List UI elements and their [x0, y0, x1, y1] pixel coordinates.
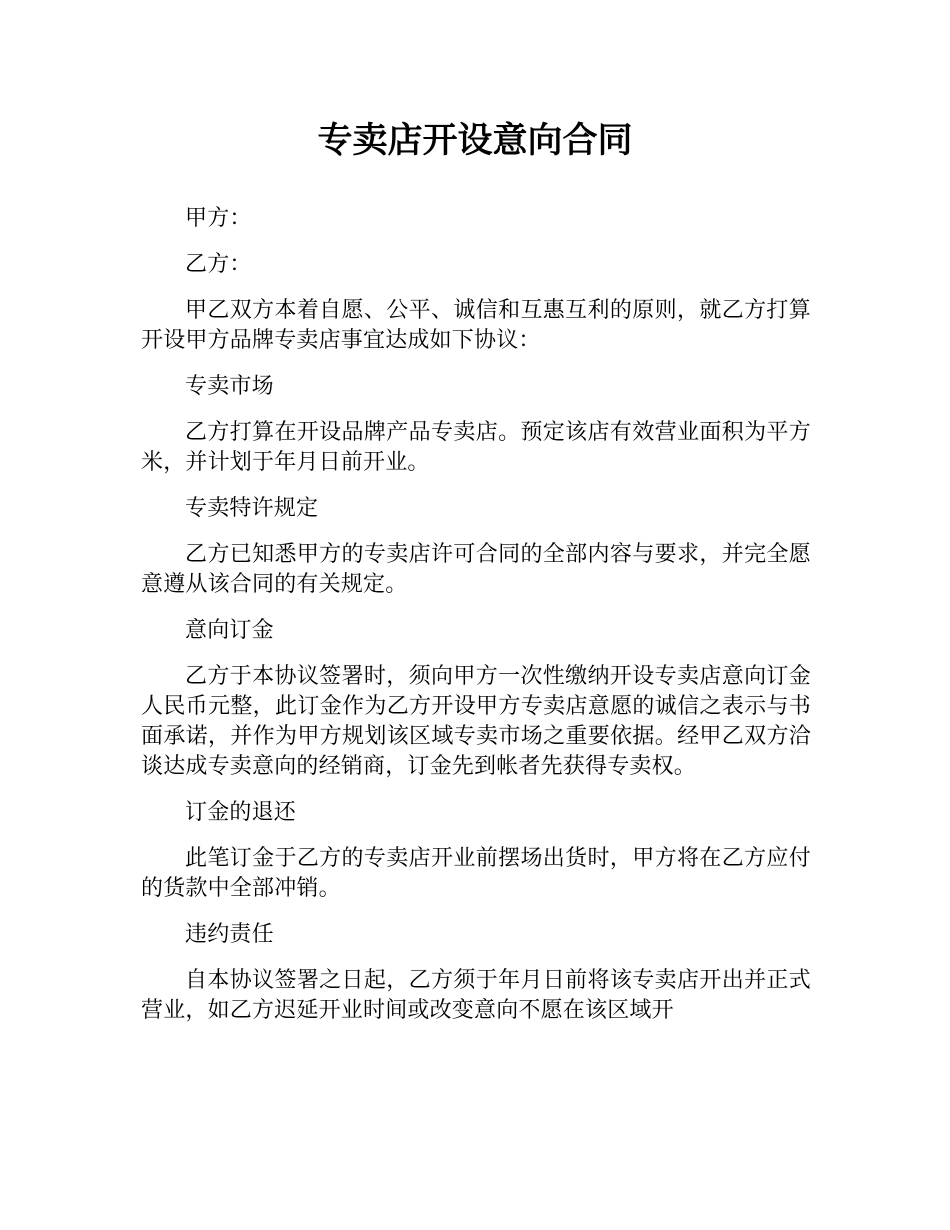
section-heading-market: 专卖市场 — [185, 374, 274, 399]
refund-paragraph: 此笔订金于乙方的专卖店开业前摆场出货时，甲方将在乙方应付的货款中全部冲销。 — [141, 846, 811, 901]
liability-paragraph: 自本协议签署之日起，乙方须于年月日前将该专卖店开出并正式营业，如乙方迟延开业时间或改变意向不愿在该区域开 — [141, 968, 811, 1023]
section-heading-deposit: 意向订金 — [185, 618, 274, 643]
document-body — [141, 204, 811, 1042]
party-a-line: 甲方： — [185, 206, 252, 231]
preamble-paragraph: 甲乙双方本着自愿、公平、诚信和互惠互利的原则，就乙方打算开设甲方品牌专卖店事宜达成如下协议： — [141, 298, 811, 353]
deposit-paragraph: 乙方于本协议签署时，须向甲方一次性缴纳开设专卖店意向订金人民币元整，此订金作为乙方开设甲方专卖店意愿的诚信之表示与书面承诺，并作为甲方规划该区域专卖市场之重要依据。经甲乙双方洽谈达成专卖意向的经销商，订金先到帐者先获得专卖权。 — [141, 664, 811, 779]
document-title: 专卖店开设意向合同 — [317, 121, 633, 161]
market-paragraph: 乙方打算在开设品牌产品专卖店。预定该店有效营业面积为平方米，并计划于年月日前开业。 — [141, 420, 811, 475]
section-heading-liability: 违约责任 — [185, 922, 274, 947]
franchise-paragraph: 乙方已知悉甲方的专卖店许可合同的全部内容与要求，并完全愿意遵从该合同的有关规定。 — [141, 542, 811, 597]
section-heading-franchise: 专卖特许规定 — [185, 496, 319, 521]
party-b-line: 乙方： — [185, 252, 252, 277]
section-heading-refund: 订金的退还 — [185, 800, 297, 825]
